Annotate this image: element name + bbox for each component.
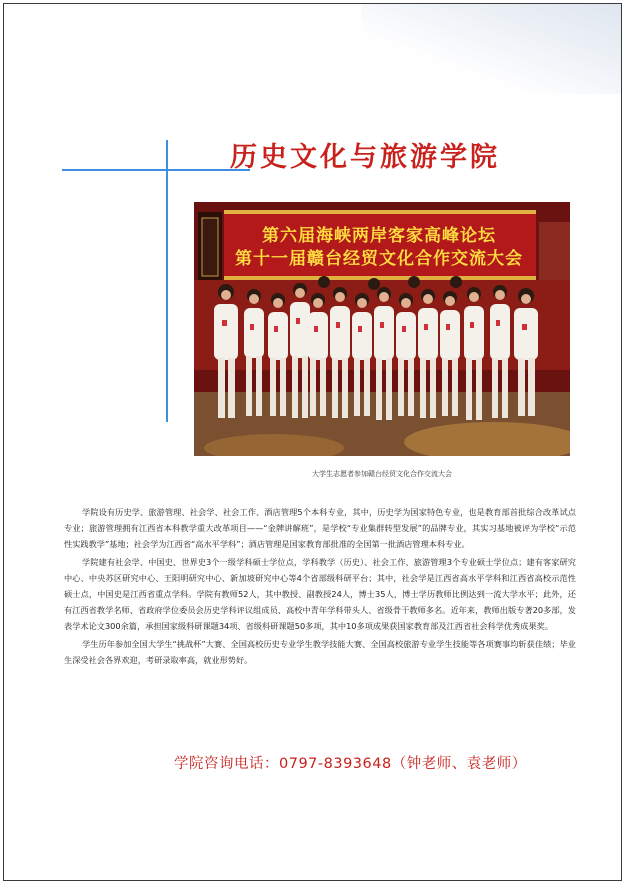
paragraph-majors: 学院设有历史学、旅游管理、社会学、社会工作、酒店管理5个本科专业，其中，历史学为国家特色专业，也是教育部首批综合改革试点专业；旅游管理拥有江西省本科教学重大改革项目——“金牌讲解班”，是学校“专业集群转型发展”的品牌专业，其实习基地被评为学校“示范性实践教学”基地；社会学为江西省“高水平学科”；酒店管理是国家教育部批准的全国第一批酒店管理本科专业。 <box>64 507 576 549</box>
banner-line-1: 第六届海峡两岸客家高峰论坛 <box>262 226 496 246</box>
brochure-page <box>3 3 622 881</box>
vertical-accent-line <box>166 140 168 422</box>
photo-caption: 大学生志愿者参加赣台经贸文化合作交流大会 <box>312 470 452 478</box>
paragraph-students: 学生历年参加全国大学生“挑战杯”大赛、全国高校历史专业学生教学技能大赛、全国高校旅游专业学生技能等各项赛事均斩获佳绩；毕业生深受社会各界欢迎，考研录取率高，就业形势好。 <box>64 639 576 665</box>
body-text <box>64 504 576 670</box>
contact-phone: 学院咨询电话：0797-8393648（钟老师、袁老师） <box>174 756 527 772</box>
group-photo <box>194 202 570 456</box>
page-title: 历史文化与旅游学院 <box>230 142 500 173</box>
banner-line-2: 第十一届赣台经贸文化合作交流大会 <box>235 249 523 269</box>
paragraph-degrees-faculty: 学院建有社会学、中国史、世界史3个一级学科硕士学位点，学科教学（历史）、社会工作、旅游管理3个专业硕士学位点；建有客家研究中心、中央苏区研究中心、王阳明研究中心、新加坡研究中心等4个省部级科研平台；其中，社会学是江西省高水平学科和江西省高校示范性硕士点，中国史是江西省重点学科。学院有教师52人，其中教授、副教授24人，博士35人，博士学历教师比例达到一流大学水平；此外，还有江西省教学名师、省政府学位委员会历史学科评议组成员、高校中青年学科带头人、省级骨干教师多名。近年来，教师出版专著20多部，发表学术论文300余篇，承担国家级科研课题34项、省级科研课题50多项，其中10多项成果获国家教育部及江西省社会科学优秀成果奖。 <box>64 557 576 631</box>
horizontal-accent-line <box>62 169 250 171</box>
corner-shade-decoration <box>361 4 621 94</box>
